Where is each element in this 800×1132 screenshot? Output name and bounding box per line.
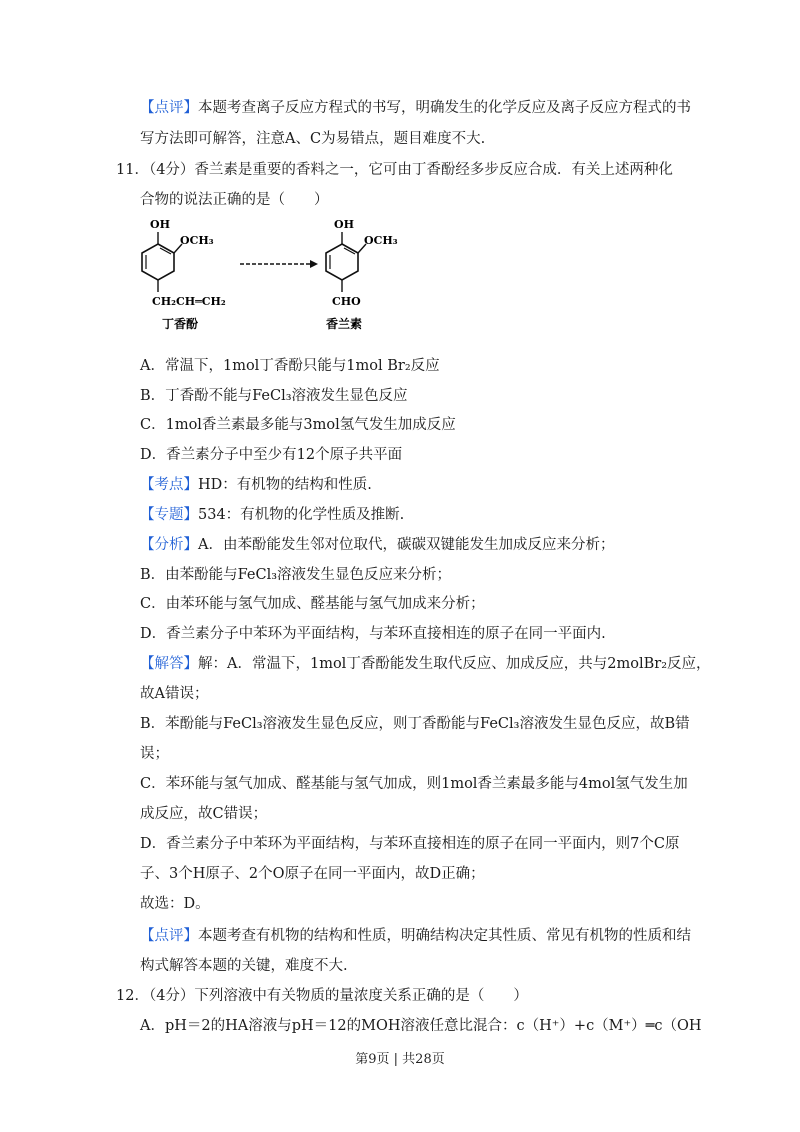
- vanillin-svg: [320, 216, 410, 336]
- question-12-option-a: A．pH＝2的HA溶液与pH＝12的MOH溶液任意比混合：c（H⁺）+c（M⁺）═c（OH: [140, 1018, 702, 1034]
- comment-line-2: 写方法即可解答，注意A、C为易错点，题目难度不大.: [140, 131, 486, 147]
- option-c: C．1mol香兰素最多能与3mol氢气发生加成反应: [140, 417, 456, 433]
- jieda-line-6: 成反应，故C错误；: [140, 806, 268, 822]
- vanillin-name: 香兰素: [326, 317, 363, 331]
- vanillin-oh-label: OH: [334, 218, 354, 231]
- jieda-line-4: 误；: [140, 746, 169, 762]
- option-a: A．常温下，1mol丁香酚只能与1mol Br₂反应: [140, 358, 440, 374]
- fenxi-line-3: C．由苯环能与氢气加成、醛基能与氢气加成来分析；: [140, 596, 485, 612]
- kaodian-line: 【考点】HD：有机物的结构和性质.: [140, 477, 372, 493]
- option-b: B．丁香酚不能与FeCl₃溶液发生显色反应: [140, 388, 408, 404]
- fenxi-line-1: 【分析】A．由苯酚能发生邻对位取代，碳碳双键能发生加成反应来分析；: [140, 537, 615, 553]
- jieda-line-7: D．香兰素分子中苯环为平面结构，与苯环直接相连的原子在同一平面内，则7个C原: [140, 836, 680, 852]
- dianping-line-1: 【点评】本题考查有机物的结构和性质，明确结构决定其性质、常见有机物的性质和结: [140, 928, 691, 944]
- jieda-line-9: 故选：D。: [140, 896, 210, 912]
- dianping-line-2: 构式解答本题的关键，难度不大.: [140, 958, 348, 974]
- vanillin-ring: [326, 244, 358, 280]
- jieda-line-8: 子、3个H原子、2个O原子在同一平面内，故D正确；: [140, 866, 485, 882]
- jieda-line-1: 【解答】解：A．常温下，1mol丁香酚能发生取代反应、加成反应，共与2molBr₂反应，: [140, 656, 711, 672]
- option-d: D．香兰素分子中至少有12个原子共平面: [140, 447, 403, 463]
- question-11-stem-1: 11．（4分）香兰素是重要的香料之一，它可由丁香酚经多步反应合成．有关上述两种化: [116, 162, 673, 178]
- eugenol-oh-label: OH: [150, 218, 170, 231]
- jieda-line-2: 故A错误；: [140, 686, 209, 702]
- eugenol-ring: [142, 244, 174, 280]
- question-12-stem: 12．（4分）下列溶液中有关物质的量浓度关系正确的是（ ）: [116, 988, 528, 1004]
- eugenol-name: 丁香酚: [162, 317, 199, 331]
- vanillin-cho-label: CHO: [332, 295, 361, 308]
- fenxi-line-4: D．香兰素分子中苯环为平面结构，与苯环直接相连的原子在同一平面内.: [140, 626, 606, 642]
- vanillin-och3-label: OCH₃: [364, 234, 398, 247]
- fenxi-line-2: B．由苯酚能与FeCl₃溶液发生显色反应来分析；: [140, 567, 452, 583]
- page-footer: 第9页 | 共28页: [355, 1052, 445, 1067]
- comment-line-1: 【点评】本题考查离子反应方程式的书写，明确发生的化学反应及离子反应方程式的书: [140, 100, 691, 116]
- jieda-line-3: B．苯酚能与FeCl₃溶液发生显色反应，则丁香酚能与FeCl₃溶液发生显色反应，故B错: [140, 716, 690, 732]
- jieda-line-5: C．苯环能与氢气加成、醛基能与氢气加成，则1mol香兰素最多能与4mol氢气发生加: [140, 776, 688, 792]
- eugenol-chain-label: CH₂CH═CH₂: [152, 295, 226, 308]
- zhuanti-line: 【专题】534：有机物的化学性质及推断.: [140, 507, 405, 523]
- eugenol-och3-label: OCH₃: [180, 234, 214, 247]
- question-11-stem-2: 合物的说法正确的是（ ）: [140, 192, 329, 208]
- reaction-figure: [140, 216, 340, 336]
- reaction-svg: [140, 216, 340, 336]
